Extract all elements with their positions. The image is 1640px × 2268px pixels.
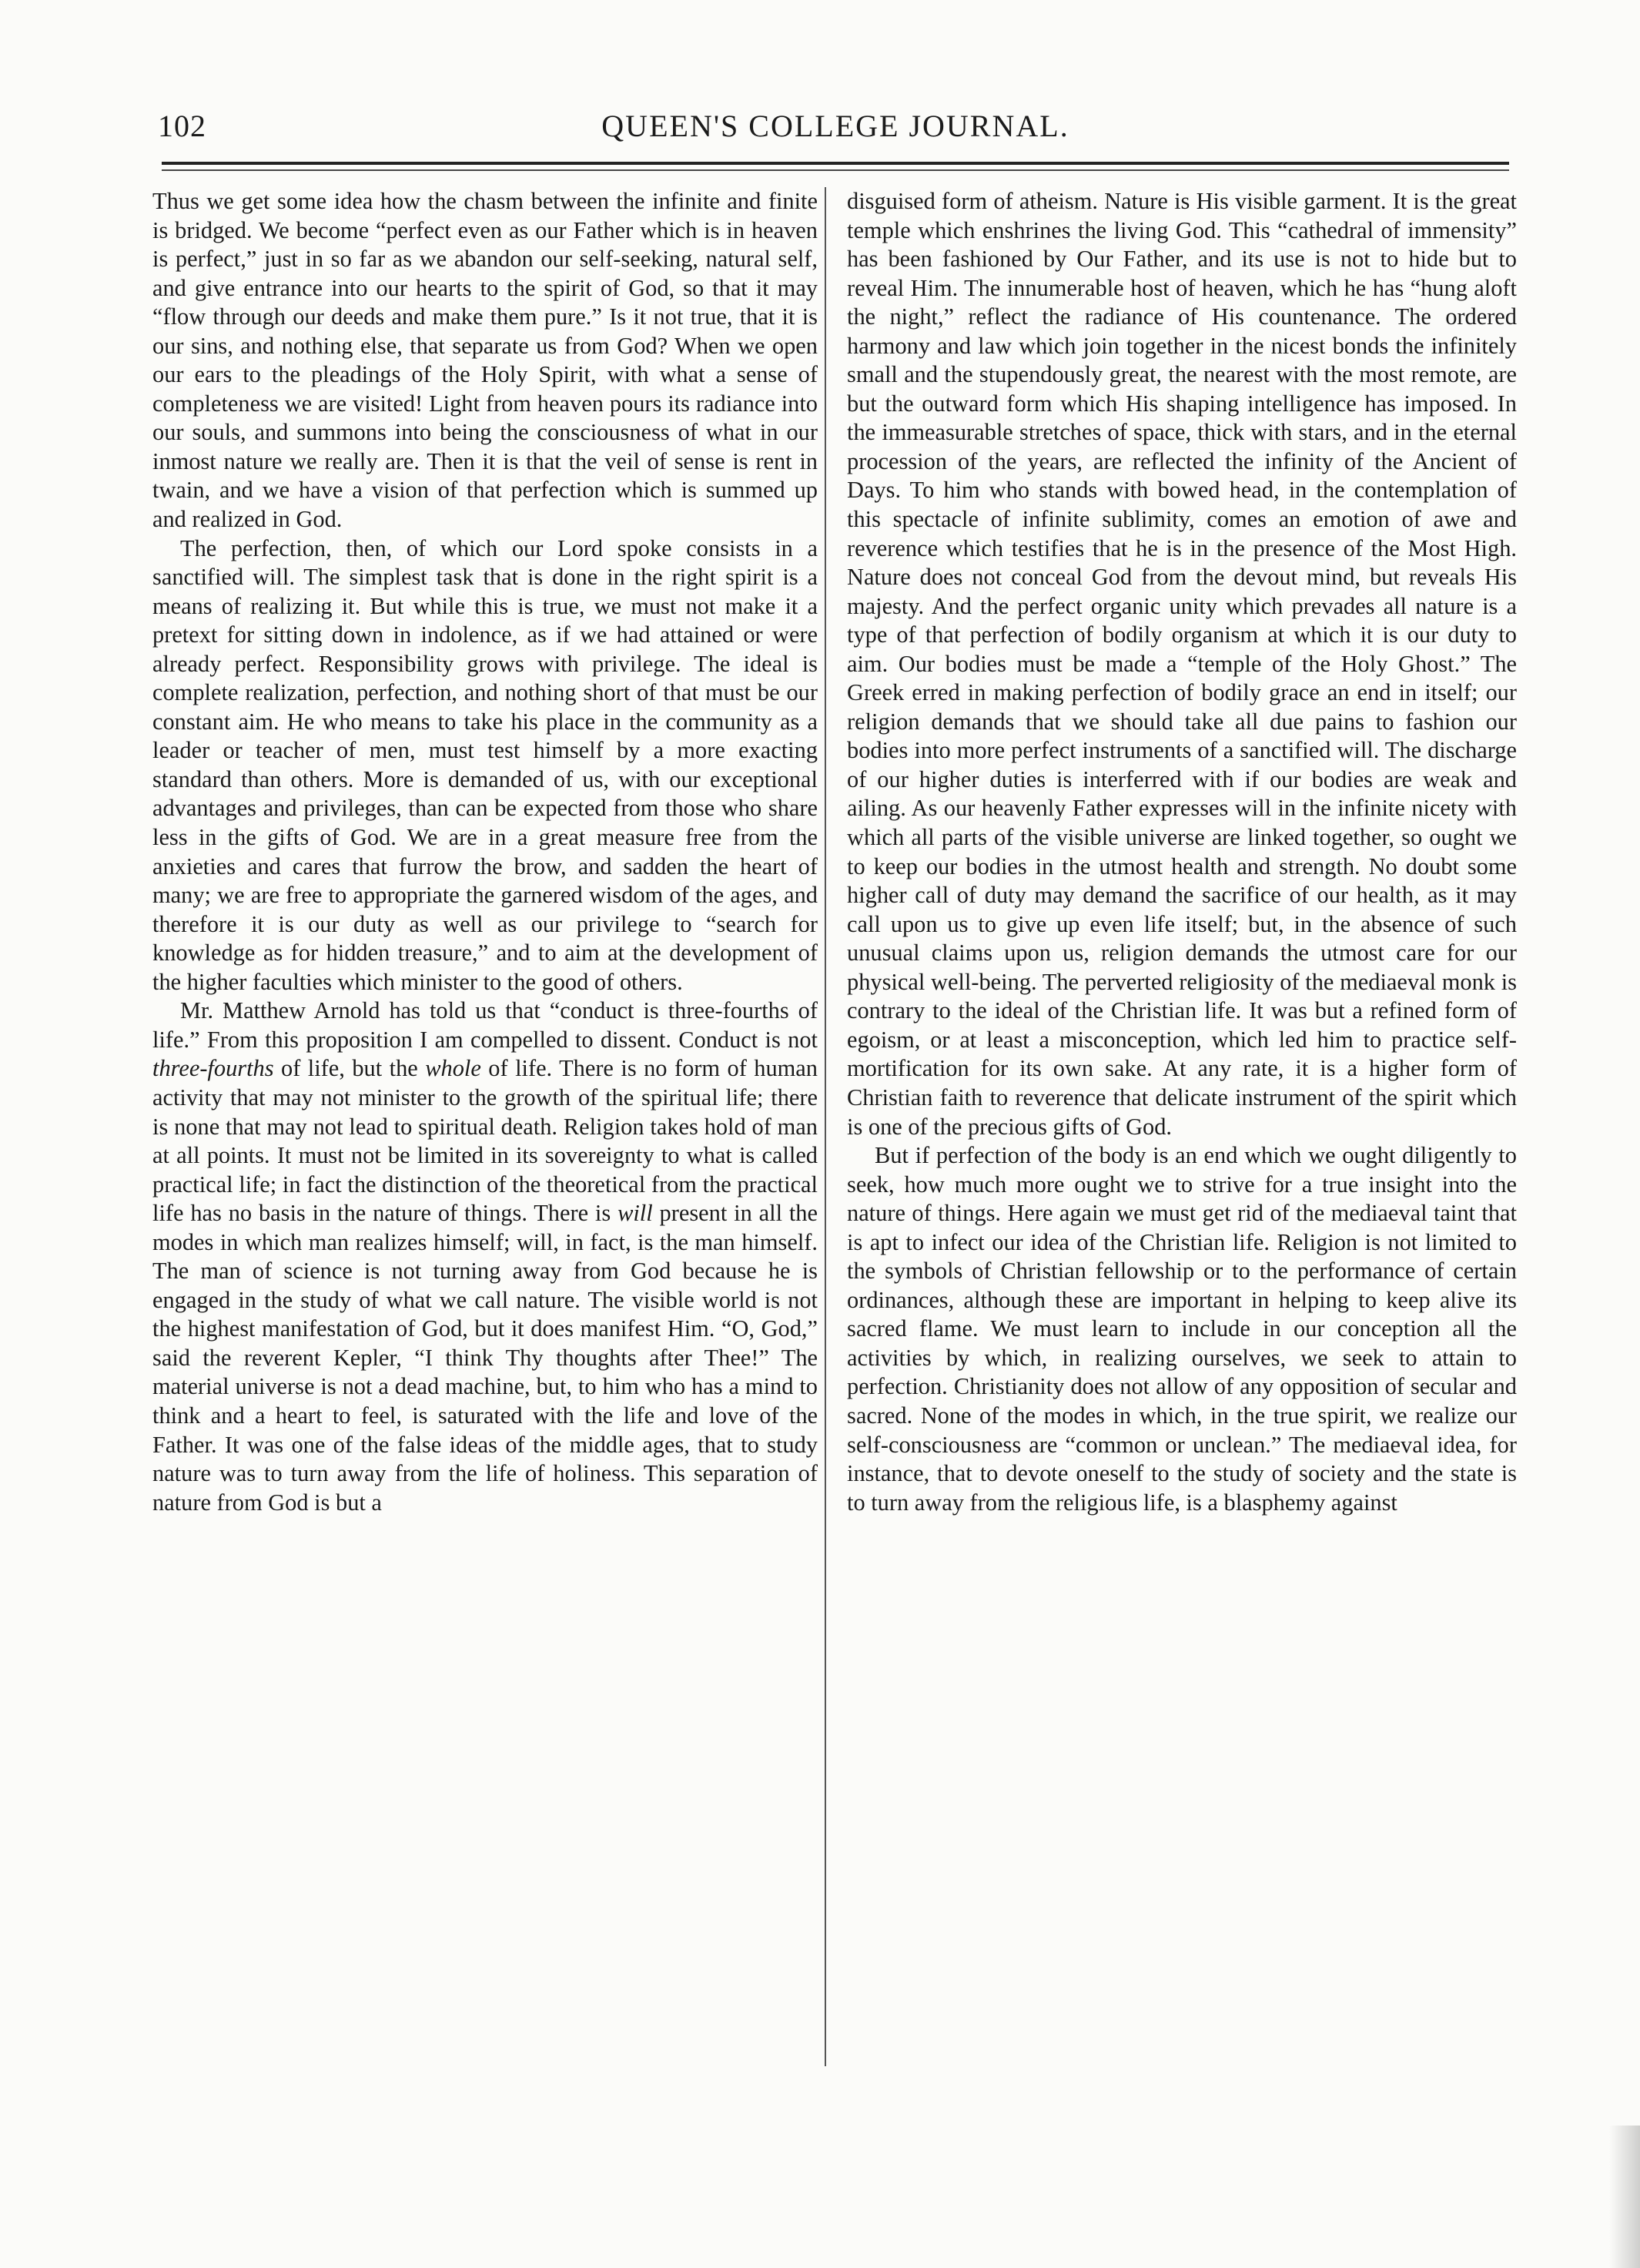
right-paragraph-1: disguised form of atheism. Nature is His visible garment. It is the great temple which enshrines the living God. This “cathedral of immensity” has been fashioned by Our Father, and its use is not to hide but to reveal Him. The innumerable host of heaven, which he has “hung aloft the night,” reflect the radiance of His countenance. The ordered harmony and law which join together in the nicest bonds the infinitely small and the stupendously great, the nearest with the most remote, are but the outward form which His shaping intelligence has imposed. In the immeasurable stretches of space, thick with stars, and in the eternal procession of the years, are reflected the infinity of the Ancient of Days. To him who stands with bowed head, in the contemplation of this spectacle of infinite sublimity, comes an emotion of awe and reverence which testifies that he is in the presence of the Most High. Nature does not conceal God from the devout mind, but reveals His majesty. And the perfect organic unity which prevades all nature is a type of that perfection of bodily organism at which it is our duty to aim. Our bodies must be made a “temple of the Holy Ghost.” The Greek erred in making perfection of bodily grace an end in itself; our religion demands that we should take all due pains to fashion our bodies into more perfect instruments of a sanctified will. The discharge of our higher duties is interferred with if our bodies are weak and ailing. As our heavenly Father expresses will in the infinite nicety with which all parts of the visible universe are linked together, so ought we to keep our bodies in the utmost health and strength. No doubt some higher call of duty may demand the sacrifice of our health, as it may call upon us to give up even life itself; but, in the absence of such unusual claims upon us, religion demands the utmost care for our physical well-being. The perverted religiosity of the mediaeval monk is contrary to the ideal of the Christian life. It was but a refined form of egoism, or at least a misconception, which led him to practice self-mortification for its own sake. At any rate, it is a higher form of Christian faith to reverence that delicate instrument of the spirit which is one of the precious gifts of God. bbox=[847, 188, 1517, 1140]
right-column bbox=[847, 187, 1517, 1517]
emphasis-three-fourths: three-fourths bbox=[152, 1055, 274, 1082]
header-rule-thin bbox=[162, 169, 1509, 171]
left-paragraph-2: The perfection, then, of which our Lord spoke consists in a sanctified will. The simplest task that is done in the right spirit is a means of realizing it. But while this is true, we must not make it a pretext for sitting down in indolence, as if we had attained or were already perfect. Responsibility grows with privilege. The ideal is complete realization, perfection, and nothing short of that must be our constant aim. He who means to take his place in the community as a leader or teacher of men, must test himself by a more exacting standard than others. More is demanded of us, with our exceptional advantages and privileges, than can be expected from those who share less in the gifts of God. We are in a great measure free from the anxieties and cares that furrow the brow, and sadden the heart of many; we are free to appropriate the garnered wisdom of the ages, and therefore it is our duty as well as our privilege to “search for knowledge as for hidden treasure,” and to aim at the development of the higher faculties which minister to the good of others. bbox=[152, 534, 818, 995]
left-paragraph-3-part-d: present in all the modes in which man realizes himself; will, in fact, is the man himself. The man of science is not turning away from God because he is engaged in the study of what we call nature. The visible world is not the highest manifestation of God, but it does manifest Him. “O, God,” said the reverent Kepler, “I think Thy thoughts after Thee!” The material universe is not a dead machine, but, to him who has a mind to think and a heart to feel, is saturated with the life and love of the Father. It was one of the false ideas of the middle ages, that to study nature was to turn away from the life of holiness. This separation of nature from God is but a bbox=[152, 1200, 818, 1516]
header-rule-thick bbox=[162, 162, 1509, 165]
page-number: 102 bbox=[158, 109, 206, 143]
left-paragraph-1: Thus we get some idea how the chasm between the infinite and finite is bridged. We become “perfect even as our Father which is in heaven is perfect,” just in so far as we abandon our self-seeking, natural self, and give entrance into our hearts to the spirit of God, so that it may “flow through our deeds and make them pure.” Is it not true, that it is our sins, and nothing else, that separate us from God? When we open our ears to the pleadings of the Holy Spirit, with what a sense of completeness we are visited! Light from heaven pours its radiance into our souls, and summons into being the consciousness of what in our inmost nature we really are. Then it is that the veil of sense is rent in twain, and we have a vision of that perfection which is summed up and realized in God. bbox=[152, 188, 818, 533]
emphasis-will: will bbox=[618, 1200, 653, 1227]
left-paragraph-3-part-c: of life. There is no form of human activity that may not minister to the growth of the spiritual life; there is none that may not lead to spiritual death. Religion takes hold of man at all points. It must not be limited in its sovereignty to what is called practical life; in fact the distinction of the theoretical from the practical life has no basis in the nature of things. There is bbox=[152, 1055, 818, 1227]
left-paragraph-3 bbox=[152, 997, 818, 1517]
scan-edge-shadow bbox=[1609, 2126, 1640, 2268]
column-divider bbox=[825, 187, 826, 2066]
page-header bbox=[158, 108, 1513, 154]
left-paragraph-3-part-a: Mr. Matthew Arnold has told us that “conduct is three-fourths of life.” From this proposition I am compelled to dissent. Conduct is not bbox=[152, 997, 818, 1053]
journal-title: QUEEN'S COLLEGE JOURNAL. bbox=[601, 109, 1069, 143]
left-paragraph-3-part-b: of life, but the bbox=[273, 1055, 426, 1082]
emphasis-whole: whole bbox=[425, 1055, 481, 1082]
right-paragraph-2: But if perfection of the body is an end which we ought diligently to seek, how much more ought we to strive for a true insight into the nature of things. Here again we must get rid of the mediaeval taint that is apt to infect our idea of the Christian life. Religion is not limited to the symbols of Christian fellowship or to the performance of certain ordinances, although these are important in helping to keep alive its sacred flame. We must learn to include in our conception all the activities by which, in realizing ourselves, we seek to attain to perfection. Christianity does not allow of any opposition of secular and sacred. None of the modes in which, in the true spirit, we realize our self-consciousness are “common or unclean.” The mediaeval idea, for instance, that to devote oneself to the study of society and the state is to turn away from the religious life, is a blasphemy against bbox=[847, 1142, 1517, 1516]
left-column bbox=[152, 187, 818, 1517]
